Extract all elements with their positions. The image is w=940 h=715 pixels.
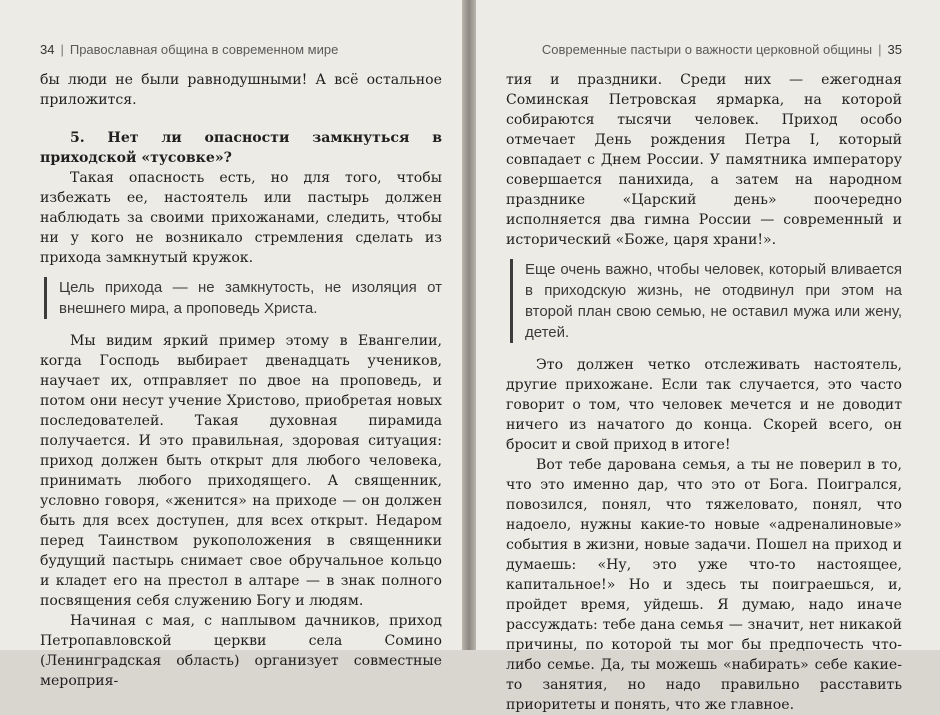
left-running-header: [40, 42, 442, 64]
left-body-text: [40, 70, 442, 691]
right-pull-quote: Еще очень важно, чтобы человек, который вливается в приходскую жизнь, не отодвинул при этом на второй план свою семью, не оставил мужа или жену, детей.: [510, 259, 902, 343]
left-pull-quote: Цель прихода — не замкнутость, не изоляция от внешнего мира, а проповедь Христа.: [44, 277, 442, 319]
right-paragraph: Это должен четко отслеживать настоятель, другие прихожане. Если так случается, это часто говорит о том, что человек мечется и не доводит ничего из начатого до конца. Скорей всего, он бросит и свой приход в итоге!: [506, 357, 902, 453]
left-page-number: 34: [40, 42, 55, 57]
left-paragraph: бы люди не были равнодушными! А всё остальное приложится.: [40, 72, 442, 108]
left-running-title: Православная община в современном мире: [69, 42, 339, 57]
right-paragraph: тия и праздники. Среди них — ежегодная Соминская Петровская ярмарка, на которой собираются тысячи человек. Приход особо отмечает День рождения Петра I, который совпадает с Днем России. У памятника императору совершается панихида, а затем на народном празднике «Царский день» поочередно исполняется два гимна России — современный и исторический «Боже, царя храни!».: [506, 72, 902, 248]
right-running-title: Современные пастыри о важности церковной общины: [541, 42, 873, 57]
header-separator: |: [60, 42, 64, 57]
right-running-header: [506, 42, 902, 64]
left-paragraph: Начиная с мая, с наплывом дачников, приход Петропавловской церкви села Сомино (Ленинградская область) организует совместные мероприя-: [40, 613, 442, 689]
left-paragraph: Мы видим яркий пример этому в Евангелии, когда Господь выбирает двенадцать учеников, научает их, отправляет по двое на проповедь, и потом они несут учение Христово, приобретая новых последователей. Такая духовная пирамида получается. И это правильная, здоровая ситуация: приход должен быть открыт для любого человека, принимать любого приходящего. А священник, условно говоря, «женится» на приходе — он должен быть для всех доступен, для всех открыт. Недаром перед Таинством рукоположения в священники будущий пастырь снимает свое обручальное кольцо и кладет его на престол в алтаре — в знак полного посвящения себя служению Богу и людям.: [40, 333, 442, 609]
right-page-number: 35: [887, 42, 902, 57]
left-paragraph: Такая опасность есть, но для того, чтобы избежать ее, настоятель или пастырь должен наблюдать за своими прихожанами, следить, чтобы ни у кого не возникало стремления сделать из прихода замкнутый кружок.: [40, 170, 442, 266]
left-page: [0, 0, 462, 689]
book-gutter: [462, 0, 476, 650]
right-body-text: [506, 70, 902, 715]
section-heading: 5. Нет ли опасности замкнуться в приходской «тусовке»?: [40, 130, 442, 166]
right-paragraph: Вот тебе дарована семья, а ты не поверил в то, что это именно дар, что это от Бога. Поигрался, повозился, понял, что тяжеловато, понял, что надоело, нужны какие-то новые «адреналиновые» события в жизни, новые задачи. Пошел на приход и думаешь: «Ну, это уже что-то настоящее, капитальное!» Но и здесь ты поиграешься, и, пройдет время, уйдешь. Я думаю, надо иначе рассуждать: тебе дана семья — значит, нет никакой причины, по которой ты мог бы предпочесть что-либо семье. Да, ты можешь «набирать» себе какие-то занятия, но надо правильно расставить приоритеты и понять, что же главное.: [506, 457, 902, 713]
header-separator: |: [878, 42, 882, 57]
right-page: [476, 0, 940, 713]
